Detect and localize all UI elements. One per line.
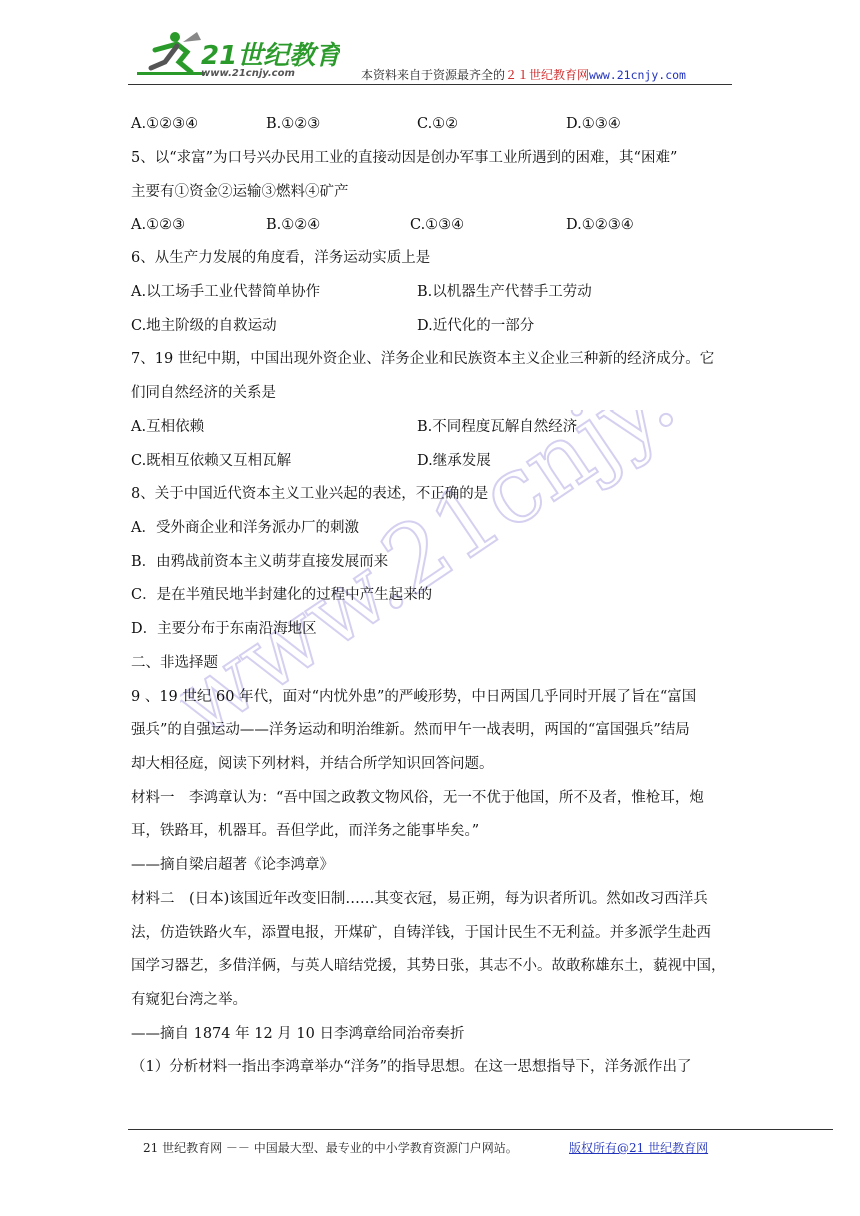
footer-copyright-link[interactable]: 版权所有@21 世纪教育网: [569, 1141, 709, 1155]
header-source-text: [361, 66, 686, 83]
q5-option-d: D.①②③④: [566, 217, 634, 233]
q9-sub-1: （1）分析材料一指出李鸿章举办“洋务”的指导思想。在这一思想指导下，洋务派作出了: [131, 1059, 692, 1075]
q7-line-2: 们同自然经济的关系是: [131, 385, 276, 401]
q4-option-c: C.①②: [417, 116, 459, 132]
q6-stem: 6、从生产力发展的角度看，洋务运动实质上是: [131, 250, 431, 266]
svg-text:www.21cnjy.com: www.21cnjy.com: [180, 410, 740, 759]
q5-option-c: C.①③④: [410, 217, 465, 233]
q7-line-1: 7、19 世纪中期，中国出现外资企业、洋务企业和民族资本主义企业三种新的经济成分。它: [131, 351, 715, 367]
q5-option-a: A.①②③: [131, 217, 186, 233]
q6-option-b: B.以机器生产代替手工劳动: [417, 284, 592, 300]
material-1-line-2: 耳，铁路耳，机器耳。吾但学此，而洋务之能事毕矣。”: [131, 823, 480, 839]
footer-text: 21 世纪教育网 －－ 中国最大型、最专业的中小学教育资源门户网站。: [143, 1141, 518, 1155]
q6-option-d: D.近代化的一部分: [417, 318, 535, 334]
section-2-title: 二、非选择题: [131, 655, 218, 671]
q7-option-b: B.不同程度瓦解自然经济: [417, 419, 578, 435]
q8-option-c: C．是在半殖民地半封建化的过程中产生起来的: [131, 587, 433, 603]
q5-line-1: 5、以“求富”为口号兴办民用工业的直接动因是创办军事工业所遇到的困难，其“困难”: [131, 150, 678, 166]
material-2-line-2: 法，仿造铁路火车，添置电报，开煤矿，自铸洋钱，于国计民生不无利益。并多派学生赴西: [131, 925, 711, 941]
logo-url: www.21cnjy.com: [201, 68, 295, 79]
q5-option-b: B.①②④: [266, 217, 321, 233]
material-2-line-4: 有窥犯台湾之举。: [131, 992, 247, 1008]
header-source-site[interactable]: ２１世纪教育网: [505, 68, 590, 82]
material-2-line-3: 国学习器艺，多借洋俩，与英人暗结党援，其势日张，其志不小。故敢称雄东土，藐视中国，: [131, 958, 726, 974]
q8-stem: 8、关于中国近代资本主义工业兴起的表述，不正确的是: [131, 486, 489, 502]
logo-text: 21世纪教育: [201, 41, 340, 71]
header-divider: [128, 84, 732, 85]
q7-option-d: D.继承发展: [417, 453, 491, 469]
q7-option-a: A.互相依赖: [131, 419, 205, 435]
material-1-line-1: 材料一 李鸿章认为：“吾中国之政教文物风俗，无一不优于他国，所不及者，惟枪耳，炮: [131, 790, 704, 806]
q4-option-b: B.①②③: [266, 116, 321, 132]
q7-option-c: C.既相互依赖又互相瓦解: [131, 453, 292, 469]
q4-option-d: D.①③④: [566, 116, 621, 132]
material-1-source: ——摘自梁启超著《论李鸿章》: [131, 857, 334, 873]
header-source-prefix: 本资料来自于资源最齐全的: [361, 68, 506, 82]
footer-divider: [128, 1129, 833, 1130]
q4-option-a: A.①②③④: [131, 116, 199, 132]
header-source-url[interactable]: www.21cnjy.com: [589, 68, 686, 82]
material-2-source: ——摘自 1874 年 12 月 10 日李鸿章给同治帝奏折: [131, 1026, 465, 1042]
q6-option-c: C.地主阶级的自救运动: [131, 318, 277, 334]
q8-option-b: B．由鸦战前资本主义萌芽直接发展而来: [131, 554, 389, 570]
q9-line-3: 却大相径庭，阅读下列材料，并结合所学知识回答问题。: [131, 756, 494, 772]
q8-option-a: A．受外商企业和洋务派办厂的刺激: [131, 520, 359, 536]
q9-line-1: 9 、19 世纪 60 年代，面对“内忧外患”的严峻形势，中日两国几乎同时开展了旨在“富国: [131, 689, 697, 705]
q5-line-2: 主要有①资金②运输③燃料④矿产: [131, 184, 349, 200]
material-2-line-1: 材料二 (日本)该国近年改变旧制……其变衣冠，易正朔，每为识者所讥。然如改习西洋兵: [131, 891, 708, 907]
q8-option-d: D．主要分布于东南沿海地区: [131, 621, 317, 637]
q6-option-a: A.以工场手工业代替简单协作: [131, 284, 321, 300]
q9-line-2: 强兵”的自强运动——洋务运动和明治维新。然而甲午一战表明，两国的“富国强兵”结局: [131, 722, 690, 738]
site-logo: [135, 28, 340, 80]
